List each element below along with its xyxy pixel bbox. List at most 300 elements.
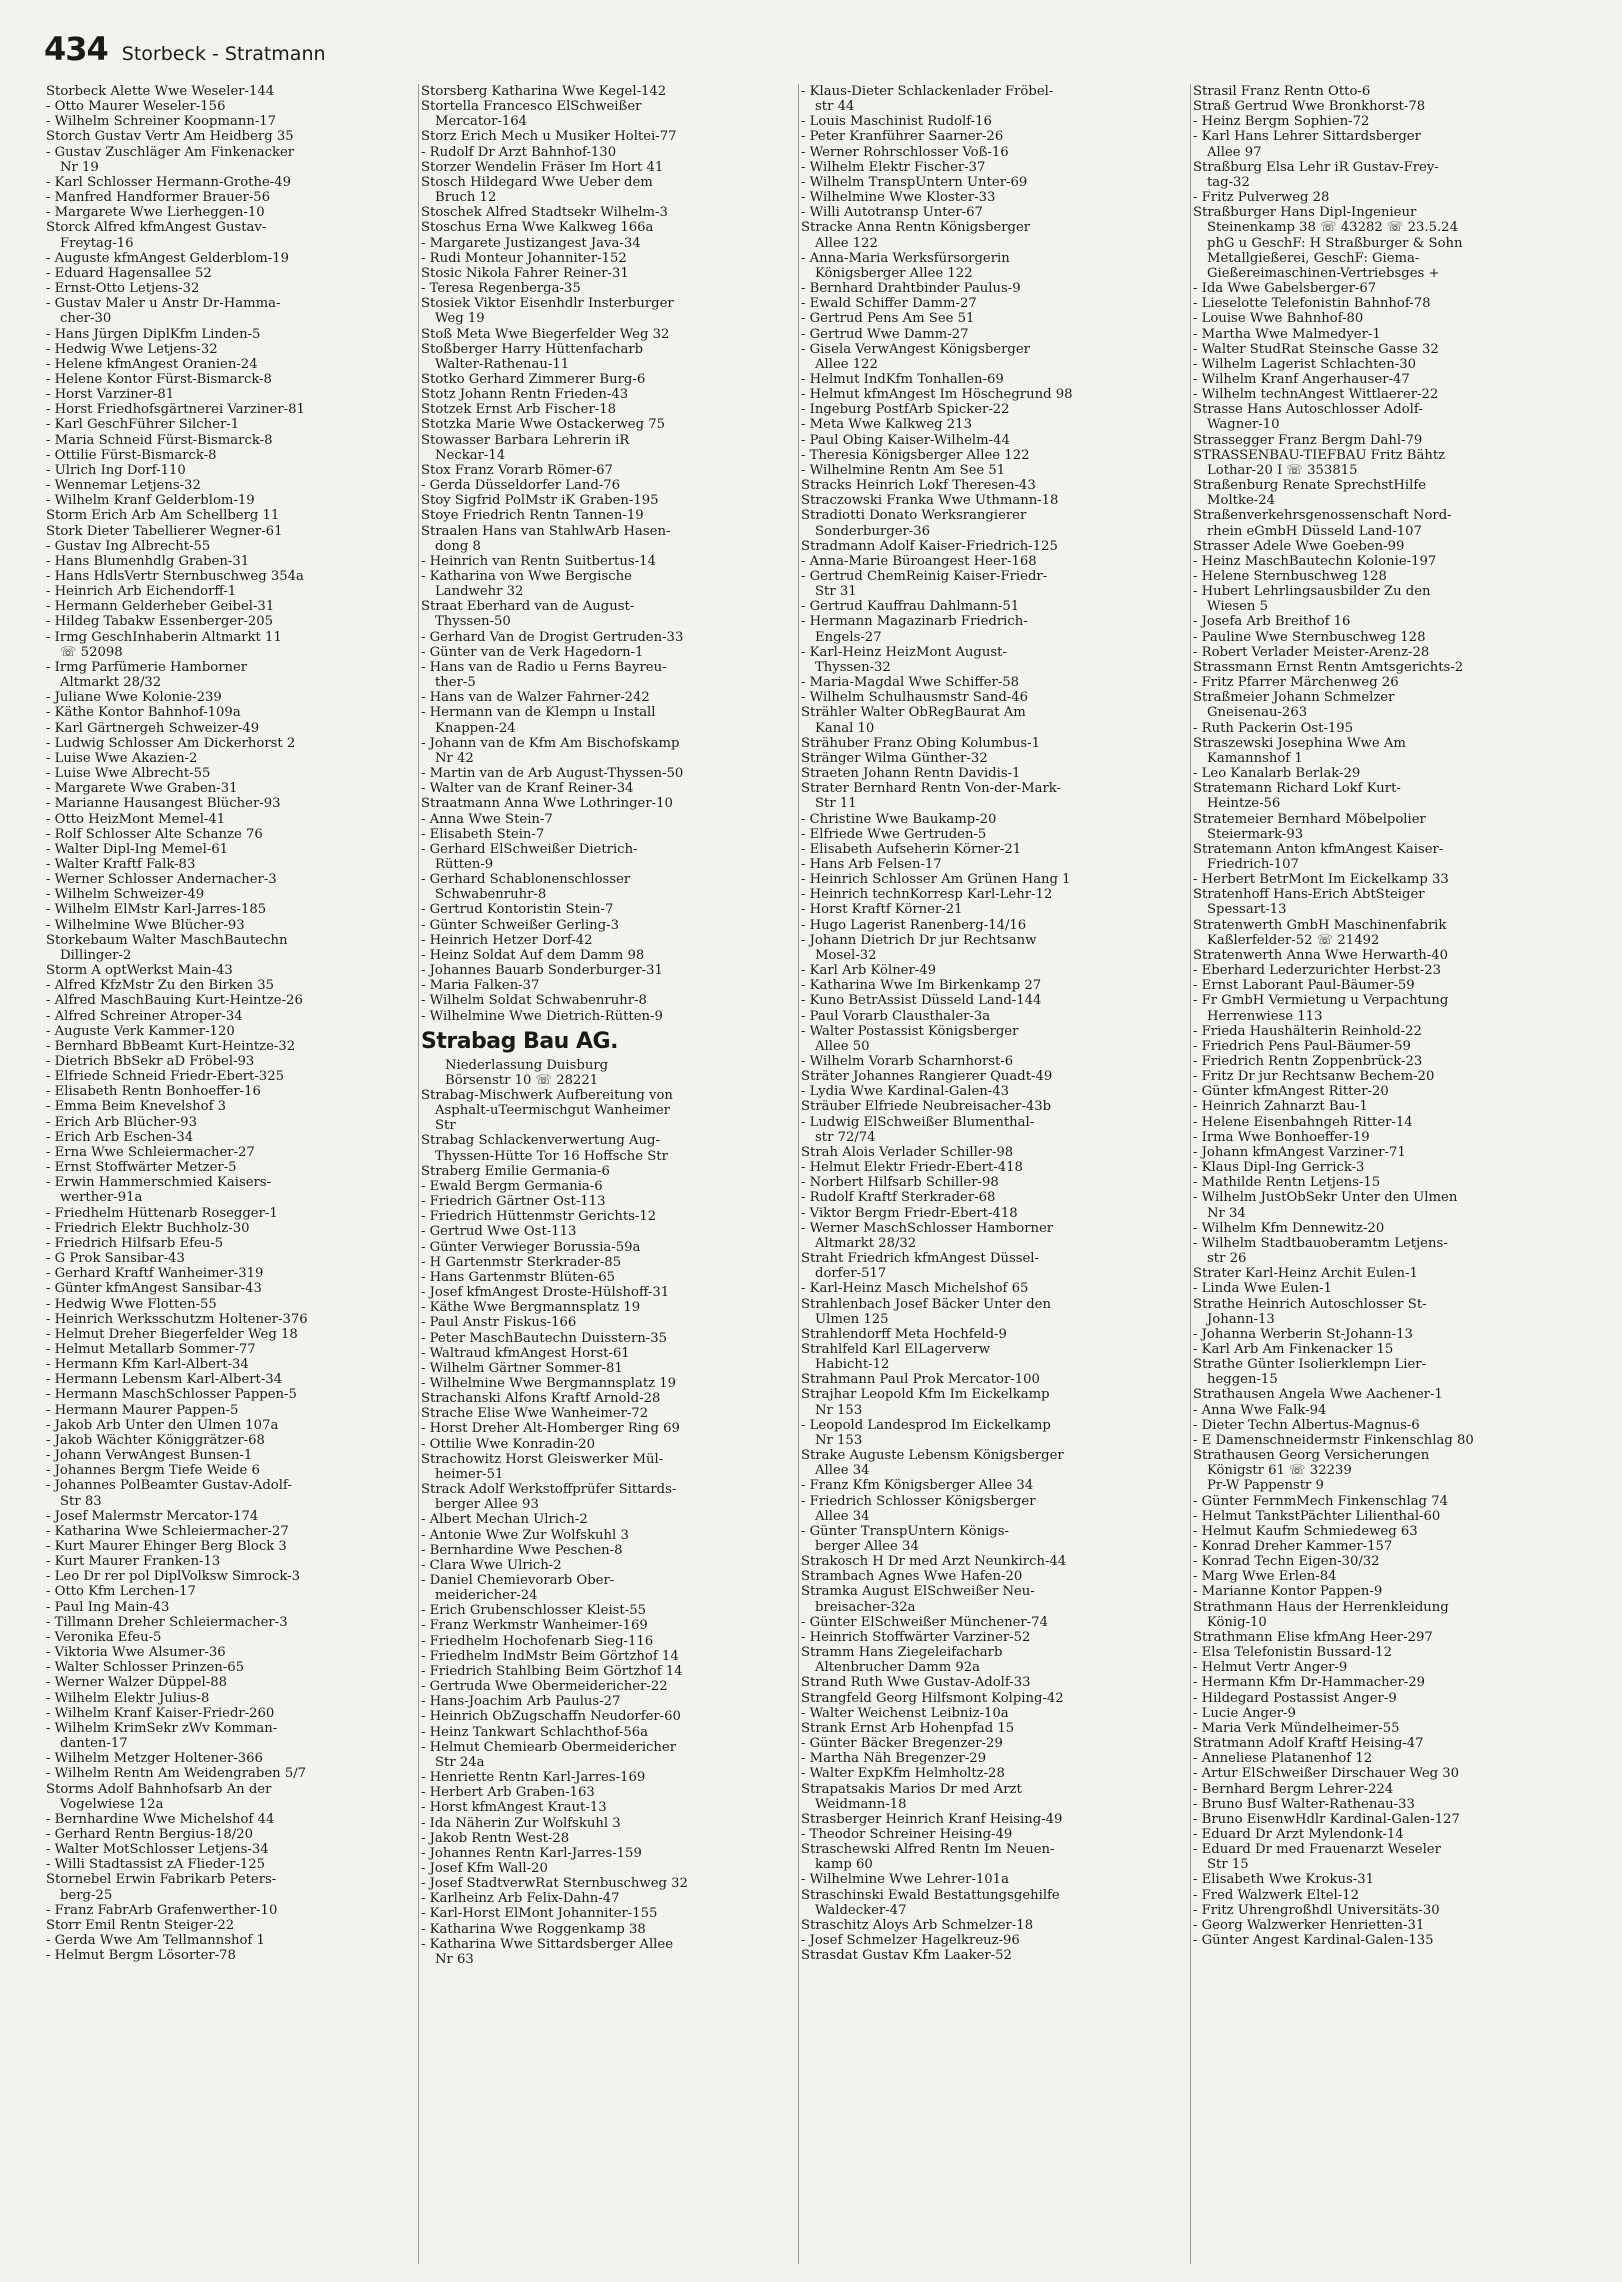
directory-entry: - Klaus-Dieter Schlackenlader Fröbel- [801, 84, 1054, 99]
entry-continuation: Bruch 12 [435, 190, 497, 206]
directory-entry: - Elisabeth Aufseherin Körner-21 [801, 841, 1022, 857]
directory-entry: Stradiotti Donato Werksrangierer [801, 508, 1027, 524]
directory-entry: - Walter van de Kranf Reiner-34 [421, 781, 634, 797]
directory-entry: - Johann Dietrich Dr jur Rechtsanw [801, 932, 1037, 948]
directory-entry: - Helmut TankstPächter Lilienthal-60 [1193, 1508, 1441, 1524]
entry-continuation: str 72/74 [815, 1129, 876, 1145]
directory-entry: - Juliane Wwe Kolonie-239 [46, 690, 222, 706]
directory-entry: - Josef Malermstr Mercator-174 [46, 1508, 259, 1524]
directory-entry: - Erich Grubenschlosser Kleist-55 [421, 1603, 646, 1619]
directory-entry: Stosiek Viktor Eisenhdlr Insterburger [421, 296, 674, 312]
directory-entry: - Wilhelm Stadtbauoberamtm Letjens- [1193, 1235, 1448, 1251]
directory-entry: Stratenwerth Anna Wwe Herwarth-40 [1193, 947, 1448, 963]
directory-entry: - Horst Kraftf Körner-21 [801, 902, 963, 918]
directory-column-2 [418, 84, 798, 2264]
directory-entry: - Luise Wwe Akazien-2 [46, 750, 198, 766]
directory-entry: Stoy Sigfrid PolMstr iK Graben-195 [421, 493, 659, 509]
entry-continuation: Gneisenau-263 [1207, 705, 1308, 721]
entry-continuation: Nr 42 [435, 750, 474, 766]
directory-entry: - Peter Kranführer Saarner-26 [801, 129, 1004, 145]
directory-entry: Straschewski Alfred Rentn Im Neuen- [801, 1842, 1055, 1858]
directory-entry: - Walter Postassist Königsberger [801, 1023, 1019, 1039]
directory-entry: Storm Erich Arb Am Schellberg 11 [46, 508, 280, 524]
directory-entry: - Karl Hans Lehrer Sittardsberger [1193, 129, 1421, 145]
directory-entry: Stratenhoff Hans-Erich AbtSteiger [1193, 887, 1425, 903]
directory-entry: Sträter Johannes Rangierer Quadt-49 [801, 1069, 1053, 1085]
directory-entry: - Wilhelm technAngest Wittlaerer-22 [1193, 387, 1439, 403]
directory-entry: - Hans Arb Felsen-17 [801, 856, 942, 872]
directory-entry: - Eduard Dr med Frauenarzt Weseler [1193, 1842, 1441, 1858]
directory-entry: Strasil Franz Rentn Otto-6 [1193, 84, 1371, 99]
directory-entry: - Hermann Kfm Dr-Hammacher-29 [1193, 1675, 1426, 1691]
directory-entry: - Helmut Dreher Biegerfelder Weg 18 [46, 1326, 298, 1342]
directory-entry: - Günter Schweißer Gerling-3 [421, 917, 619, 933]
directory-entry: - Wilhelm Schreiner Koopmann-17 [46, 114, 277, 130]
directory-entry: - Konrad Dreher Kammer-157 [1193, 1539, 1393, 1554]
directory-entry: Stoschus Erna Wwe Kalkweg 166a [421, 220, 654, 236]
directory-entry: - Margarete Wwe Lierheggen-10 [46, 205, 265, 221]
directory-entry: Stoye Friedrich Rentn Tannen-19 [421, 508, 644, 524]
entry-continuation: Herrenwiese 113 [1207, 1008, 1323, 1024]
entry-continuation: meidericher-24 [435, 1588, 538, 1604]
directory-entry: - Artur ElSchweißer Dirschauer Weg 30 [1193, 1766, 1460, 1782]
directory-entry: - Jakob Rentn West-28 [421, 1830, 570, 1846]
directory-columns [44, 84, 1584, 2264]
directory-entry: - Rolf Schlosser Alte Schanze 76 [46, 826, 263, 842]
directory-entry: - Erna Wwe Schleiermacher-27 [46, 1144, 255, 1160]
entry-continuation: Wagner-10 [1207, 417, 1280, 433]
directory-entry: Strank Ernst Arb Hohenpfad 15 [801, 1720, 1015, 1736]
entry-continuation: Königstr 61 ☏ 32239 [1207, 1463, 1352, 1479]
directory-entry: - Alfred Schreiner Atroper-34 [46, 1008, 243, 1024]
directory-entry: - Hermann van de Klempn u Install [421, 705, 656, 721]
directory-entry: - Johann kfmAngest Varziner-71 [1193, 1144, 1406, 1160]
directory-entry: - Wilhelm Vorarb Scharnhorst-6 [801, 1054, 1014, 1069]
directory-entry: - Rudolf Dr Arzt Bahnhof-130 [421, 144, 617, 160]
directory-entry: - Willi Stadtassist zA Flieder-125 [46, 1857, 266, 1873]
directory-entry: Strater Karl-Heinz Archit Eulen-1 [1193, 1266, 1418, 1282]
directory-entry: - Gertrud Wwe Damm-27 [801, 326, 969, 342]
directory-entry: - Wilhelm Schulhausmstr Sand-46 [801, 690, 1028, 706]
directory-entry: - Friedhelm IndMstr Beim Görtzhof 14 [421, 1648, 679, 1664]
page-number: 434 [44, 30, 108, 68]
entry-continuation: Nr 153 [815, 1432, 863, 1448]
directory-entry: - Eberhard Lederzurichter Herbst-23 [1193, 963, 1442, 979]
directory-entry: - Friedrich Gärtner Ost-113 [421, 1194, 606, 1210]
directory-entry: - Otto Kfm Lerchen-17 [46, 1584, 196, 1600]
entry-continuation: Engels-27 [815, 629, 882, 645]
entry-continuation: Waldecker-47 [815, 1902, 907, 1918]
directory-entry: - Helene Eisenbahngeh Ritter-14 [1193, 1114, 1413, 1130]
directory-entry: - Wilhelmine Wwe Bergmannsplatz 19 [421, 1375, 677, 1391]
directory-entry: - Werner Walzer Düppel-88 [46, 1675, 227, 1691]
directory-entry: Strah Alois Verlader Schiller-98 [801, 1144, 1014, 1160]
directory-entry: - Viktoria Wwe Alsumer-36 [46, 1645, 226, 1661]
directory-entry: - Hermann Magazinarb Friedrich- [801, 614, 1028, 630]
directory-entry: Stratemann Richard Lokf Kurt- [1193, 781, 1401, 797]
directory-entry: Straberg Emilie Germania-6 [421, 1163, 610, 1179]
directory-entry: - Fred Walzwerk Eltel-12 [1193, 1887, 1359, 1903]
directory-entry: - Lieselotte Telefonistin Bahnhof-78 [1193, 296, 1431, 312]
directory-entry: Strasberger Heinrich Kranf Heising-49 [801, 1811, 1063, 1827]
directory-entry: - Katharina Wwe Im Birkenkamp 27 [801, 978, 1042, 994]
entry-continuation: ☏ 52098 [60, 644, 123, 660]
directory-entry: - Erwin Hammerschmied Kaisers- [46, 1175, 272, 1191]
directory-entry: - E Damenschneidermstr Finkenschlag 80 [1193, 1432, 1474, 1448]
entry-continuation: Altmarkt 28/32 [60, 675, 162, 691]
entry-continuation: kamp 60 [815, 1857, 873, 1873]
entry-continuation: Nr 34 [1207, 1205, 1246, 1221]
directory-entry: - Katharina von Wwe Bergische [421, 569, 632, 584]
directory-entry: - Helene kfmAngest Oranien-24 [46, 356, 258, 372]
directory-entry: - Gustav Maler u Anstr Dr-Hamma- [46, 296, 281, 312]
entry-continuation: heimer-51 [435, 1466, 504, 1482]
directory-entry: - Karlheinz Arb Felix-Dahn-47 [421, 1891, 620, 1907]
directory-entry: Straalen Hans van StahlwArb Hasen- [421, 523, 671, 539]
directory-entry: Strahlendorff Meta Hochfeld-9 [801, 1326, 1007, 1342]
directory-entry: - Werner Schlosser Andernacher-3 [46, 872, 277, 888]
directory-entry: - Norbert Hilfsarb Schiller-98 [801, 1175, 999, 1191]
directory-entry: - Maria Schneid Fürst-Bismarck-8 [46, 432, 273, 448]
directory-entry: - Meta Wwe Kalkweg 213 [801, 417, 972, 433]
entry-continuation: werther-91a [60, 1190, 143, 1206]
directory-entry: - Auguste Verk Kammer-120 [46, 1023, 235, 1039]
directory-entry: - Hermann Maurer Pappen-5 [46, 1402, 239, 1418]
directory-entry: - Ludwig ElSchweißer Blumenthal- [801, 1114, 1035, 1130]
directory-entry: - Günter Verwieger Borussia-59a [421, 1239, 641, 1255]
entry-continuation: Asphalt-uTeermischgut Wanheimer [435, 1103, 670, 1119]
directory-entry: - Josef Schmelzer Hagelkreuz-96 [801, 1933, 1020, 1949]
directory-entry: - Günter kfmAngest Sansibar-43 [46, 1281, 262, 1297]
directory-entry: - Leopold Landesprod Im Eickelkamp [801, 1417, 1051, 1433]
directory-entry: Strassegger Franz Bergm Dahl-79 [1193, 432, 1423, 448]
directory-entry: - Gertrud Wwe Ost-113 [421, 1224, 577, 1240]
directory-entry: - Gertrud Pens Am See 51 [801, 311, 975, 327]
directory-entry: - Ernst-Otto Letjens-32 [46, 281, 200, 297]
entry-continuation: Walter-Rathenau-11 [435, 356, 570, 372]
directory-entry: - Hedwig Wwe Flotten-55 [46, 1296, 217, 1312]
entry-continuation: dorfer-517 [815, 1266, 887, 1282]
directory-entry: - Wilhelm ElMstr Karl-Jarres-185 [46, 902, 267, 918]
directory-entry: - Daniel Chemievorarb Ober- [421, 1573, 615, 1588]
directory-entry: - Rudi Monteur Johanniter-152 [421, 250, 627, 266]
directory-entry: - Bernhard BbBeamt Kurt-Heintze-32 [46, 1038, 296, 1054]
directory-entry: - Anna-Marie Büroangest Heer-168 [801, 553, 1037, 569]
directory-entry: - Helmut kfmAngest Im Höschegrund 98 [801, 387, 1073, 403]
directory-entry: - Fritz Pfarrer Märchenweg 26 [1193, 675, 1399, 691]
directory-entry: - Heinrich van Rentn Suitbertus-14 [421, 553, 656, 569]
directory-entry: - Johanna Werberin St-Johann-13 [1193, 1326, 1413, 1342]
directory-entry: - Walter ExpKfm Helmholtz-28 [801, 1766, 1005, 1782]
directory-entry: - Friedrich Stahlbing Beim Görtzhof 14 [421, 1663, 683, 1679]
directory-entry: Strand Ruth Wwe Gustav-Adolf-33 [801, 1675, 1031, 1691]
directory-entry: Strathe Heinrich Autoschlosser St- [1193, 1296, 1427, 1312]
directory-entry: Stosch Hildegard Wwe Ueber dem [421, 174, 653, 190]
directory-entry: - Marianne Kontor Pappen-9 [1193, 1584, 1383, 1600]
directory-entry: - Wilhelm Rentn Am Weidengraben 5/7 [46, 1766, 307, 1782]
entry-continuation: Str 31 [815, 584, 857, 600]
directory-entry: - Erich Arb Eschen-34 [46, 1129, 194, 1145]
directory-entry: - Gerhard Kraftf Wanheimer-319 [46, 1266, 264, 1282]
directory-entry: - Paul Vorarb Clausthaler-3a [801, 1008, 991, 1024]
directory-entry: - Josef Kfm Wall-20 [421, 1860, 548, 1876]
directory-entry: - Wilhelmine Wwe Kloster-33 [801, 190, 996, 206]
directory-entry: - Johannes Bauarb Sonderburger-31 [421, 963, 663, 979]
directory-entry: - Karl-Heinz HeizMont August- [801, 644, 1007, 660]
directory-entry: Strabag-Mischwerk Aufbereitung von [421, 1088, 673, 1103]
entry-continuation: Steinenkamp 38 ☏ 43282 ☏ 23.5.24 [1207, 220, 1458, 236]
directory-entry: Stotz Johann Rentn Frieden-43 [421, 387, 629, 403]
entry-continuation: Habicht-12 [815, 1357, 890, 1373]
entry-continuation: Spessart-13 [1207, 902, 1287, 918]
directory-entry: - Theresia Königsberger Allee 122 [801, 447, 1030, 463]
directory-entry: - Bernhardine Wwe Peschen-8 [421, 1542, 623, 1558]
directory-entry: - Marg Wwe Erlen-84 [1193, 1569, 1337, 1585]
directory-entry: - Wilhelm KrimSekr zWv Komman- [46, 1720, 278, 1736]
directory-entry: Stortella Francesco ElSchweißer [421, 99, 642, 115]
directory-entry: - Anna Wwe Stein-7 [421, 811, 553, 827]
directory-entry: - Wilhelm Kfm Dennewitz-20 [1193, 1220, 1385, 1236]
entry-continuation: Allee 34 [815, 1508, 870, 1524]
directory-entry: - Hans Blumenhdlg Graben-31 [46, 553, 250, 569]
directory-entry: Strapatsakis Marios Dr med Arzt [801, 1781, 1022, 1797]
entry-continuation: Schwabenruhr-8 [435, 887, 547, 903]
directory-entry: Stratemeier Bernhard Möbelpolier [1193, 811, 1426, 827]
directory-entry: - Luise Wwe Albrecht-55 [46, 766, 211, 782]
directory-entry: - Gerhard Rentn Bergius-18/20 [46, 1826, 253, 1842]
directory-entry: Straeten Johann Rentn Davidis-1 [801, 766, 1021, 782]
directory-entry: - Fr GmbH Vermietung u Verpachtung [1193, 993, 1449, 1009]
directory-entry: - Gerda Düsseldorfer Land-76 [421, 478, 621, 494]
directory-entry: - Hans Jürgen DiplKfm Linden-5 [46, 326, 261, 342]
directory-entry: - Ida Wwe Gabelsberger-67 [1193, 281, 1377, 297]
directory-entry: - Gerhard Schablonenschlosser [421, 872, 631, 888]
directory-entry: Straßburg Elsa Lehr iR Gustav-Frey- [1193, 159, 1439, 175]
directory-entry: - Günter TranspUntern Königs- [801, 1523, 1009, 1539]
directory-entry: - Linda Wwe Eulen-1 [1193, 1281, 1332, 1297]
entry-continuation: tag-32 [1207, 174, 1250, 190]
directory-entry: Stradmann Adolf Kaiser-Friedrich-125 [801, 538, 1058, 554]
directory-entry: Stracks Heinrich Lokf Theresen-43 [801, 478, 1036, 494]
directory-entry: Storch Gustav Vertr Am Heidberg 35 [46, 129, 294, 145]
directory-entry: Strathmann Haus der Herrenkleidung [1193, 1599, 1449, 1615]
entry-continuation: Neckar-14 [435, 447, 506, 463]
directory-entry: - Ottilie Wwe Konradin-20 [421, 1436, 596, 1452]
directory-entry: - Gertruda Wwe Obermeidericher-22 [421, 1679, 668, 1695]
directory-entry: - Jakob Arb Unter den Ulmen 107a [46, 1417, 279, 1433]
directory-entry: Strakosch H Dr med Arzt Neunkirch-44 [801, 1554, 1067, 1570]
entry-continuation: Lothar-20 I ☏ 353815 [1207, 462, 1358, 478]
directory-entry: - Pauline Wwe Sternbuschweg 128 [1193, 629, 1426, 645]
entry-continuation: heggen-15 [1207, 1372, 1278, 1388]
directory-entry: - Horst Dreher Alt-Homberger Ring 69 [421, 1421, 680, 1437]
directory-entry: - Walter Kraftf Falk-83 [46, 856, 196, 872]
directory-entry: Straßenburg Renate SprechstHilfe [1193, 478, 1427, 494]
directory-entry: - Friedhelm Hüttenarb Rosegger-1 [46, 1205, 278, 1221]
directory-entry: - Jakob Wächter Königgrätzer-68 [46, 1432, 265, 1448]
entry-continuation: Str 15 [1207, 1857, 1249, 1873]
directory-entry: - Gustav Ing Albrecht-55 [46, 538, 211, 554]
directory-entry: - Käthe Kontor Bahnhof-109a [46, 705, 241, 721]
directory-entry: - Herbert Arb Graben-163 [421, 1785, 595, 1801]
directory-entry: - Fritz Dr jur Rechtsanw Bechem-20 [1193, 1069, 1435, 1085]
directory-entry: - Anneliese Platanenhof 12 [1193, 1751, 1373, 1767]
directory-entry: - Helmut Vertr Anger-9 [1193, 1660, 1348, 1676]
directory-entry: Strajhar Leopold Kfm Im Eickelkamp [801, 1387, 1050, 1403]
directory-entry: - Friedrich Schlosser Königsberger [801, 1493, 1036, 1509]
directory-entry: Storck Alfred kfmAngest Gustav- [46, 220, 267, 236]
directory-entry: Strambach Agnes Wwe Hafen-20 [801, 1569, 1023, 1585]
directory-entry: - Peter MaschBautechn Duisstern-35 [421, 1330, 668, 1346]
directory-entry: - Heinrich Hetzer Dorf-42 [421, 932, 593, 948]
directory-entry: Stox Franz Vorarb Römer-67 [421, 462, 613, 478]
directory-entry: - Horst Varziner-81 [46, 387, 175, 403]
entry-continuation: Pr-W Pappenstr 9 [1207, 1478, 1324, 1494]
directory-entry: - Otto HeizMont Memel-41 [46, 811, 226, 827]
directory-entry: - Hans Gartenmstr Blüten-65 [421, 1269, 616, 1285]
entry-continuation: Mercator-164 [435, 114, 528, 130]
directory-entry: - Gertrud ChemReinig Kaiser-Friedr- [801, 569, 1048, 584]
directory-entry: Strake Auguste Lebensm Königsberger [801, 1448, 1064, 1464]
directory-entry: - Eduard Hagensallee 52 [46, 265, 212, 281]
entry-continuation: berg-25 [60, 1887, 113, 1903]
directory-entry: Strathmann Elise kfmAng Heer-297 [1193, 1629, 1433, 1645]
directory-entry: - Günter kfmAngest Ritter-20 [1193, 1084, 1389, 1100]
directory-entry: Strassmann Ernst Rentn Amtsgerichts-2 [1193, 659, 1464, 675]
entry-continuation: Str 11 [815, 796, 857, 812]
directory-entry: Straczowski Franka Wwe Uthmann-18 [801, 493, 1059, 509]
directory-entry: Storz Erich Mech u Musiker Holtei-77 [421, 129, 677, 145]
directory-entry: Strangfeld Georg Hilfsmont Kolping-42 [801, 1690, 1064, 1706]
directory-entry: - Käthe Wwe Bergmannsplatz 19 [421, 1300, 641, 1316]
directory-entry: - Karl Arb Kölner-49 [801, 963, 937, 979]
directory-entry: Strabag Schlackenverwertung Aug- [421, 1133, 660, 1149]
directory-entry: - Fritz Pulverweg 28 [1193, 190, 1330, 206]
entry-continuation: ther-5 [435, 675, 476, 691]
directory-entry: - Wilhelm Kranf Kaiser-Friedr-260 [46, 1705, 275, 1721]
directory-entry: - Maria Falken-37 [421, 978, 540, 994]
directory-entry: Strasser Adele Wwe Goeben-99 [1193, 538, 1405, 554]
directory-entry: - Klaus Dipl-Ing Gerrick-3 [1193, 1160, 1365, 1176]
directory-entry: - Ulrich Ing Dorf-110 [46, 462, 186, 478]
directory-entry: - Hermann Lebensm Karl-Albert-34 [46, 1372, 283, 1388]
entry-continuation: dong 8 [435, 538, 481, 554]
directory-entry: Straszewski Josephina Wwe Am [1193, 735, 1406, 751]
directory-entry: - Josef kfmAngest Droste-Hülshoff-31 [421, 1285, 670, 1301]
directory-entry: - Elisabeth Rentn Bonhoeffer-16 [46, 1084, 261, 1100]
directory-entry: Straat Eberhard van de August- [421, 599, 635, 615]
entry-continuation: Gießereimaschinen-Vertriebsges + [1207, 265, 1440, 281]
directory-entry: - Hildeg Tabakw Essenberger-205 [46, 614, 274, 630]
directory-entry: - Maria-Magdal Wwe Schiffer-58 [801, 675, 1020, 691]
directory-entry: Straschitz Aloys Arb Schmelzer-18 [801, 1917, 1034, 1933]
directory-entry: - Paul Anstr Fiskus-166 [421, 1315, 577, 1331]
entry-continuation: Dillinger-2 [60, 947, 132, 963]
directory-entry: Storm A optWerkst Main-43 [46, 963, 233, 979]
directory-entry: - Helmut Elektr Friedr-Ebert-418 [801, 1160, 1023, 1176]
directory-entry: - Heinrich Stoffwärter Varziner-52 [801, 1629, 1031, 1645]
directory-entry: Straß Gertrud Wwe Bronkhorst-78 [1193, 99, 1426, 115]
directory-entry: Strasdat Gustav Kfm Laaker-52 [801, 1948, 1012, 1964]
entry-continuation: Nr 153 [815, 1402, 863, 1418]
directory-entry: Stratmann Adolf Kraftf Heising-47 [1193, 1736, 1424, 1752]
directory-entry: Strathausen Angela Wwe Aachener-1 [1193, 1387, 1443, 1403]
directory-entry: - Martha Wwe Malmedyer-1 [1193, 326, 1381, 342]
directory-entry: - Wilhelm Kranf Gelderblom-19 [46, 493, 255, 509]
directory-entry: - Heinrich Schlosser Am Grünen Hang 1 [801, 872, 1071, 888]
entry-continuation: Allee 122 [815, 235, 878, 251]
directory-entry: Stratenwerth GmbH Maschinenfabrik [1193, 917, 1447, 933]
directory-entry: - Louise Wwe Bahnhof-80 [1193, 311, 1364, 327]
directory-entry: - Margarete Justizangest Java-34 [421, 235, 641, 251]
directory-entry: Straßmeier Johann Schmelzer [1193, 690, 1395, 706]
directory-entry: - Alfred KfzMstr Zu den Birken 35 [46, 978, 275, 994]
entry-continuation: Vogelwiese 12a [60, 1796, 164, 1812]
directory-entry: - Mathilde Rentn Letjens-15 [1193, 1175, 1381, 1191]
directory-entry: - Wilhelm Kranf Angerhauser-47 [1193, 371, 1410, 387]
directory-entry: - Auguste kfmAngest Gelderblom-19 [46, 250, 290, 266]
directory-entry: - Walter StudRat Steinsche Gasse 32 [1193, 341, 1439, 357]
directory-entry: Straßenverkehrsgenossenschaft Nord- [1193, 508, 1452, 524]
directory-entry: - Erich Arb Blücher-93 [46, 1114, 197, 1130]
directory-entry: - Karl Gärtnergeh Schweizer-49 [46, 720, 260, 736]
directory-entry: - Wilhelm JustObSekr Unter den Ulmen [1193, 1190, 1458, 1206]
directory-entry: - Irma Wwe Bonhoeffer-19 [1193, 1129, 1370, 1145]
entry-continuation: Weidmann-18 [815, 1796, 907, 1812]
entry-continuation: Königsberger Allee 122 [815, 265, 973, 281]
directory-entry: - Rudolf Kraftf Sterkrader-68 [801, 1190, 996, 1206]
directory-entry: - Martha Näh Bregenzer-29 [801, 1751, 987, 1767]
directory-entry: Stosic Nikola Fahrer Reiner-31 [421, 265, 629, 281]
page-range: Storbeck - Stratmann [121, 43, 326, 65]
directory-entry: Stramm Hans Ziegeleifacharb [801, 1645, 1003, 1661]
directory-entry: - G Prok Sansibar-43 [46, 1251, 185, 1267]
directory-entry: - H Gartenmstr Sterkrader-85 [421, 1254, 622, 1270]
directory-entry: - Irmg Parfümerie Hamborner [46, 659, 248, 675]
directory-entry: - Ernst Stoffwärter Metzer-5 [46, 1160, 237, 1176]
directory-entry: - Ludwig Schlosser Am Dickerhorst 2 [46, 735, 296, 751]
directory-entry: - Friedrich Hilfsarb Efeu-5 [46, 1235, 224, 1251]
directory-entry: - Gerhard ElSchweißer Dietrich- [421, 841, 638, 857]
directory-entry: Storsberg Katharina Wwe Kegel-142 [421, 84, 667, 99]
directory-entry: - Katharina Wwe Sittardsberger Allee [421, 1936, 674, 1952]
directory-entry: - Antonie Wwe Zur Wolfskuhl 3 [421, 1527, 629, 1543]
directory-entry: - Karl-Heinz Masch Michelshof 65 [801, 1281, 1029, 1297]
entry-continuation: Heintze-56 [1207, 796, 1281, 812]
directory-entry: Strachanski Alfons Kraftf Arnold-28 [421, 1391, 661, 1407]
directory-entry: - Albert Mechan Ulrich-2 [421, 1512, 588, 1528]
directory-entry: Stramka August ElSchweißer Neu- [801, 1584, 1035, 1600]
entry-continuation: berger Allee 93 [435, 1497, 539, 1513]
directory-entry: - Wilhelmine Wwe Lehrer-101a [801, 1872, 1009, 1888]
entry-continuation: Allee 97 [1207, 144, 1262, 160]
directory-column-1 [44, 84, 418, 2264]
directory-entry: - Kurt Maurer Ehinger Berg Block 3 [46, 1539, 287, 1554]
directory-entry: - Leo Kanalarb Berlak-29 [1193, 766, 1361, 782]
directory-entry: - Wilhelm Schweizer-49 [46, 887, 205, 903]
directory-entry: Stotzka Marie Wwe Ostackerweg 75 [421, 417, 666, 433]
directory-entry: Storms Adolf Bahnhofsarb An der [46, 1781, 272, 1797]
directory-entry: - Hedwig Wwe Letjens-32 [46, 341, 218, 357]
directory-entry: - Elsa Telefonistin Bussard-12 [1193, 1645, 1392, 1661]
directory-entry: - Louis Maschinist Rudolf-16 [801, 114, 992, 130]
entry-continuation: Thyssen-Hütte Tor 16 Hoffsche Str [435, 1148, 668, 1164]
directory-entry: - Johann VerwAngest Bunsen-1 [46, 1448, 253, 1464]
directory-entry: - Hugo Lagerist Ranenberg-14/16 [801, 917, 1027, 933]
directory-entry: - Günter Angest Kardinal-Galen-135 [1193, 1933, 1434, 1949]
directory-entry: - Josef StadtverwRat Sternbuschweg 32 [421, 1876, 688, 1892]
directory-entry: - Josefa Arb Breithof 16 [1193, 614, 1351, 630]
